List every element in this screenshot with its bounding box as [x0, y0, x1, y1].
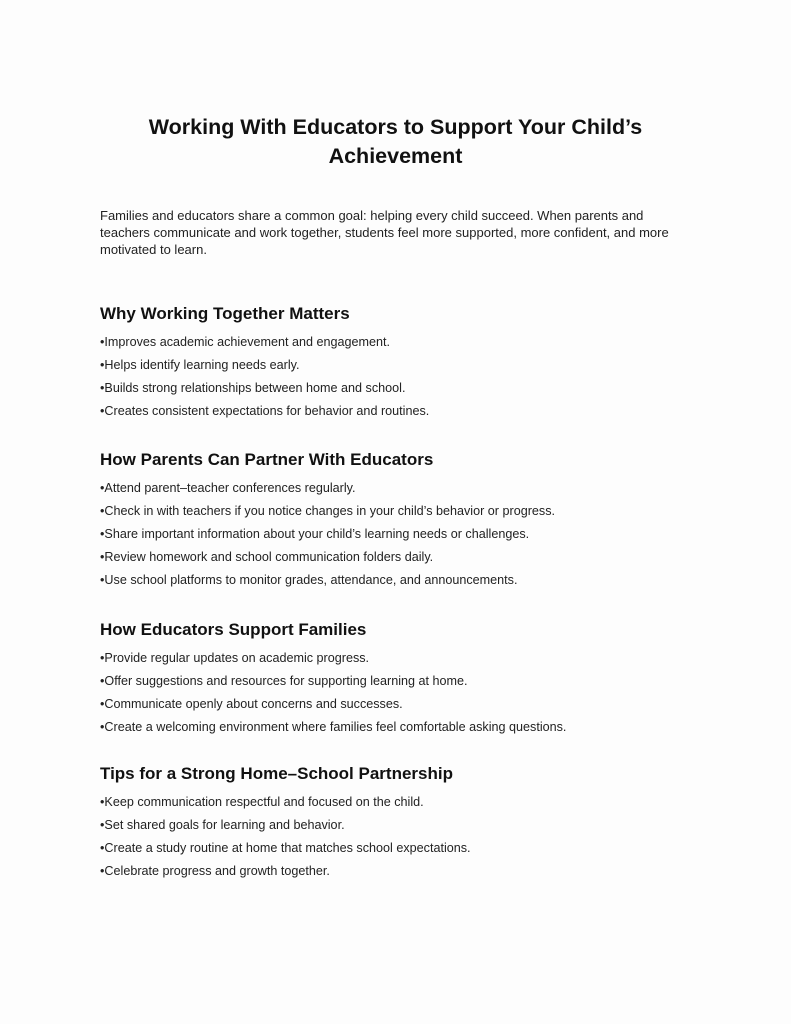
section-heading: Why Working Together Matters [100, 304, 350, 323]
page-title [60, 113, 731, 171]
list-item: • Create a welcoming environment where families feel comfortable asking questions. [100, 716, 720, 739]
list-item: • Use school platforms to monitor grades, attendance, and announcements. [100, 569, 720, 592]
list-item: • Provide regular updates on academic progress. [100, 647, 720, 670]
title-line-1: Working With Educators to Support Your Child’s [148, 115, 643, 139]
list-item: • Check in with teachers if you notice changes in your child’s behavior or progress. [100, 500, 720, 523]
list-item: • Creates consistent expectations for behavior and routines. [100, 400, 720, 423]
list-item: • Create a study routine at home that matches school expectations. [100, 837, 720, 860]
list-item: • Keep communication respectful and focused on the child. [100, 791, 720, 814]
bullet-list [100, 647, 720, 739]
section-parents-partner [100, 449, 720, 592]
section-heading: How Educators Support Families [100, 620, 367, 639]
title-line-2: Achievement [328, 144, 463, 168]
section-heading: Tips for a Strong Home–School Partnership [100, 764, 453, 783]
list-item: • Communicate openly about concerns and successes. [100, 693, 720, 716]
list-item: • Set shared goals for learning and behavior. [100, 814, 720, 837]
list-item: • Attend parent–teacher conferences regularly. [100, 477, 720, 500]
intro-paragraph: Families and educators share a common goal: helping every child succeed. When parents and teachers communicate and work together, students feel more supported, more confident, and more motivated to learn. [100, 208, 669, 257]
section-why-together [100, 303, 720, 423]
list-item: • Review homework and school communication folders daily. [100, 546, 720, 569]
list-item: • Share important information about your child’s learning needs or challenges. [100, 523, 720, 546]
list-item: • Improves academic achievement and engagement. [100, 331, 720, 354]
section-educators-support [100, 619, 720, 739]
bullet-list [100, 791, 720, 883]
list-item: • Helps identify learning needs early. [100, 354, 720, 377]
bullet-list [100, 477, 720, 592]
section-tips [100, 763, 720, 883]
section-heading: How Parents Can Partner With Educators [100, 450, 434, 469]
list-item: • Offer suggestions and resources for supporting learning at home. [100, 670, 720, 693]
list-item: • Celebrate progress and growth together. [100, 860, 720, 883]
list-item: • Builds strong relationships between home and school. [100, 377, 720, 400]
bullet-list [100, 331, 720, 423]
